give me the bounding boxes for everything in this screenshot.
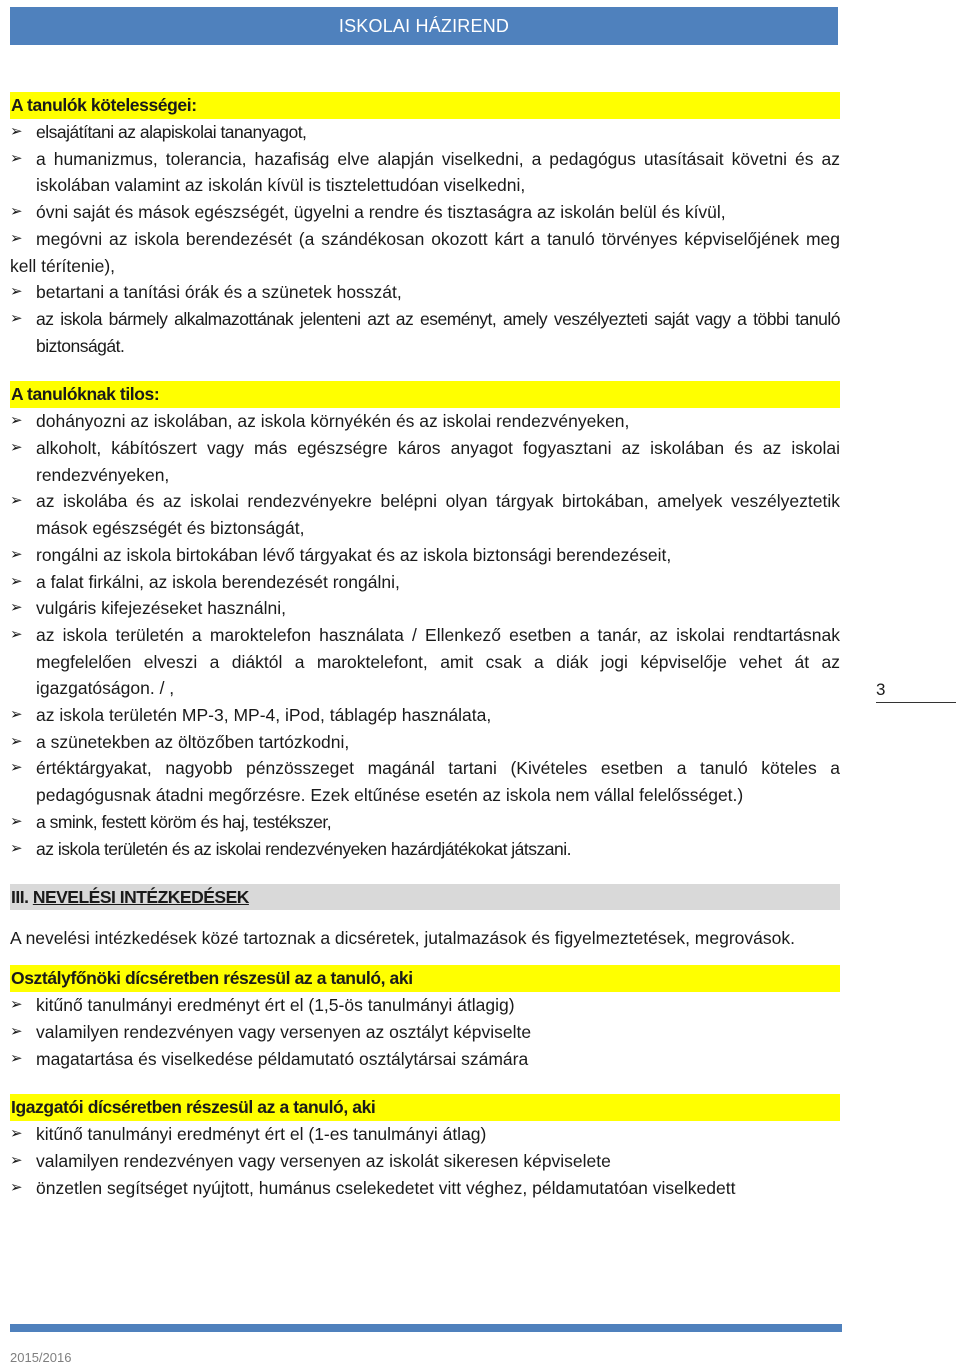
document-body <box>10 92 840 1202</box>
page-number: 3 <box>876 680 956 703</box>
arrowhead-bullet-icon: ➢ <box>10 1022 23 1040</box>
arrowhead-bullet-icon: ➢ <box>10 759 23 777</box>
list-item: ➢ valamilyen rendezvényen vagy versenyen az osztályt képviselte <box>10 1019 840 1046</box>
class-teacher-praise-list <box>10 992 840 1072</box>
arrowhead-bullet-icon: ➢ <box>10 812 23 830</box>
list-item: ➢ a szünetekben az öltözőben tartózkodni, <box>10 729 840 756</box>
footer-rule <box>10 1324 842 1332</box>
list-item: ➢ a smink, festett köröm és haj, testékszer, <box>10 809 840 836</box>
class-teacher-praise-heading: Osztályfőnöki dícséretben részesül az a tanuló, aki <box>10 965 840 992</box>
arrowhead-bullet-icon: ➢ <box>10 439 23 457</box>
list-item: ➢ a falat firkálni, az iskola berendezését rongálni, <box>10 569 840 596</box>
arrowhead-bullet-icon: ➢ <box>10 1125 23 1143</box>
list-item: ➢ alkoholt, kábítószert vagy más egészségre káros anyagot fogyasztani az iskolában és az iskolai rendezvényeken, <box>10 435 840 488</box>
list-item: ➢ kitűnő tanulmányi eredményt ért el (1-es tanulmányi átlag) <box>10 1121 840 1148</box>
list-item: ➢ az iskola bármely alkalmazottának jelenteni azt az eseményt, amely veszélyezteti saját vagy a többi tanuló biztonságát. <box>10 306 840 359</box>
document-title: ISKOLAI HÁZIREND <box>338 15 510 36</box>
arrowhead-bullet-icon: ➢ <box>10 996 23 1014</box>
arrowhead-bullet-icon: ➢ <box>10 1152 23 1170</box>
arrowhead-bullet-icon: ➢ <box>10 572 23 590</box>
list-item: ➢ értéktárgyakat, nagyobb pénzösszeget magánál tartani (Kivételes esetben a tanuló köteles a pedagógusnak átadni megőrzésre. Ezek eltűnése esetén az iskola nem vállal felelősséget.) <box>10 755 840 808</box>
list-item: ➢ az iskola területén a maroktelefon használata / Ellenkező esetben a tanár, az iskolai rendtartásnak megfelelően elveszi a diáktól a maroktelefont, amit csak a diák jogi képviselője vehet át az igazgatóságon. / , <box>10 622 840 702</box>
list-item: ➢ az iskolába és az iskolai rendezvényekre belépni olyan tárgyak birtokában, amelyek veszélyeztetik mások egészségét és biztonságát, <box>10 488 840 541</box>
intro-paragraph: A nevelési intézkedések közé tartoznak a dicséretek, jutalmazások és figyelmeztetések, megrovások. <box>10 928 795 949</box>
list-item: ➢ valamilyen rendezvényen vagy versenyen az iskolát sikeresen képviselete <box>10 1148 840 1175</box>
arrowhead-bullet-icon: ➢ <box>10 839 23 857</box>
arrowhead-bullet-icon: ➢ <box>10 1049 23 1067</box>
list-item: ➢ rongálni az iskola birtokában lévő tárgyakat és az iskola biztonsági berendezéseit, <box>10 542 840 569</box>
arrowhead-bullet-icon: ➢ <box>10 599 23 617</box>
section-heading-nevelesi-intezkedesek <box>10 884 840 910</box>
duties-heading: A tanulók kötelességei: <box>10 92 840 119</box>
list-item: ➢ az iskola területén MP-3, MP-4, iPod, táblagép használata, <box>10 702 840 729</box>
arrowhead-bullet-icon: ➢ <box>10 229 23 247</box>
duties-list <box>10 119 840 359</box>
arrowhead-bullet-icon: ➢ <box>10 283 23 301</box>
list-item: ➢ kitűnő tanulmányi eredményt ért el (1,5-ös tanulmányi átlagig) <box>10 992 840 1019</box>
section-title: NEVELÉSI INTÉZKEDÉSEK <box>32 887 249 908</box>
list-item: ➢ megóvni az iskola berendezését (a szándékosan okozott kárt a tanuló törvényes képviselőjének meg kell térítenie), <box>10 226 840 279</box>
list-item: ➢ vulgáris kifejezéseket használni, <box>10 595 840 622</box>
arrowhead-bullet-icon: ➢ <box>10 545 23 563</box>
arrowhead-bullet-icon: ➢ <box>10 203 23 221</box>
arrowhead-bullet-icon: ➢ <box>10 492 23 510</box>
list-item: ➢ önzetlen segítséget nyújtott, humánus cselekedetet vitt véghez, példamutatóan viselkedett <box>10 1175 840 1202</box>
prohibitions-heading: A tanulóknak tilos: <box>10 381 840 408</box>
header-bar <box>10 7 838 45</box>
arrowhead-bullet-icon: ➢ <box>10 309 23 327</box>
arrowhead-bullet-icon: ➢ <box>10 625 23 643</box>
arrowhead-bullet-icon: ➢ <box>10 412 23 430</box>
principal-praise-list <box>10 1121 840 1201</box>
list-item: ➢ magatartása és viselkedése példamutató osztálytársai számára <box>10 1046 840 1073</box>
list-item: ➢ az iskola területén és az iskolai rendezvényeken hazárdjátékokat játszani. <box>10 836 840 863</box>
section-number: III. <box>11 887 29 908</box>
arrowhead-bullet-icon: ➢ <box>10 732 23 750</box>
list-item: ➢ betartani a tanítási órák és a szünetek hosszát, <box>10 279 840 306</box>
footer-year: 2015/2016 <box>10 1350 72 1365</box>
arrowhead-bullet-icon: ➢ <box>10 706 23 724</box>
list-item: ➢ óvni saját és mások egészségét, ügyelni a rendre és tisztaságra az iskolán belül és kívül, <box>10 199 840 226</box>
principal-praise-heading: Igazgatói dícséretben részesül az a tanuló, aki <box>10 1094 840 1121</box>
arrowhead-bullet-icon: ➢ <box>10 123 23 140</box>
list-item: ➢ dohányozni az iskolában, az iskola környékén és az iskolai rendezvényeken, <box>10 408 840 435</box>
prohibitions-list <box>10 408 840 862</box>
list-item: ➢ a humanizmus, tolerancia, hazafiság elve alapján viselkedni, a pedagógus utasításait követni és az iskolában valamint az iskolán kívül is tisztelettudóan viselkedni, <box>10 146 840 199</box>
arrowhead-bullet-icon: ➢ <box>10 149 23 167</box>
arrowhead-bullet-icon: ➢ <box>10 1178 23 1196</box>
list-item: ➢ elsajátítani az alapiskolai tananyagot, <box>10 119 840 146</box>
